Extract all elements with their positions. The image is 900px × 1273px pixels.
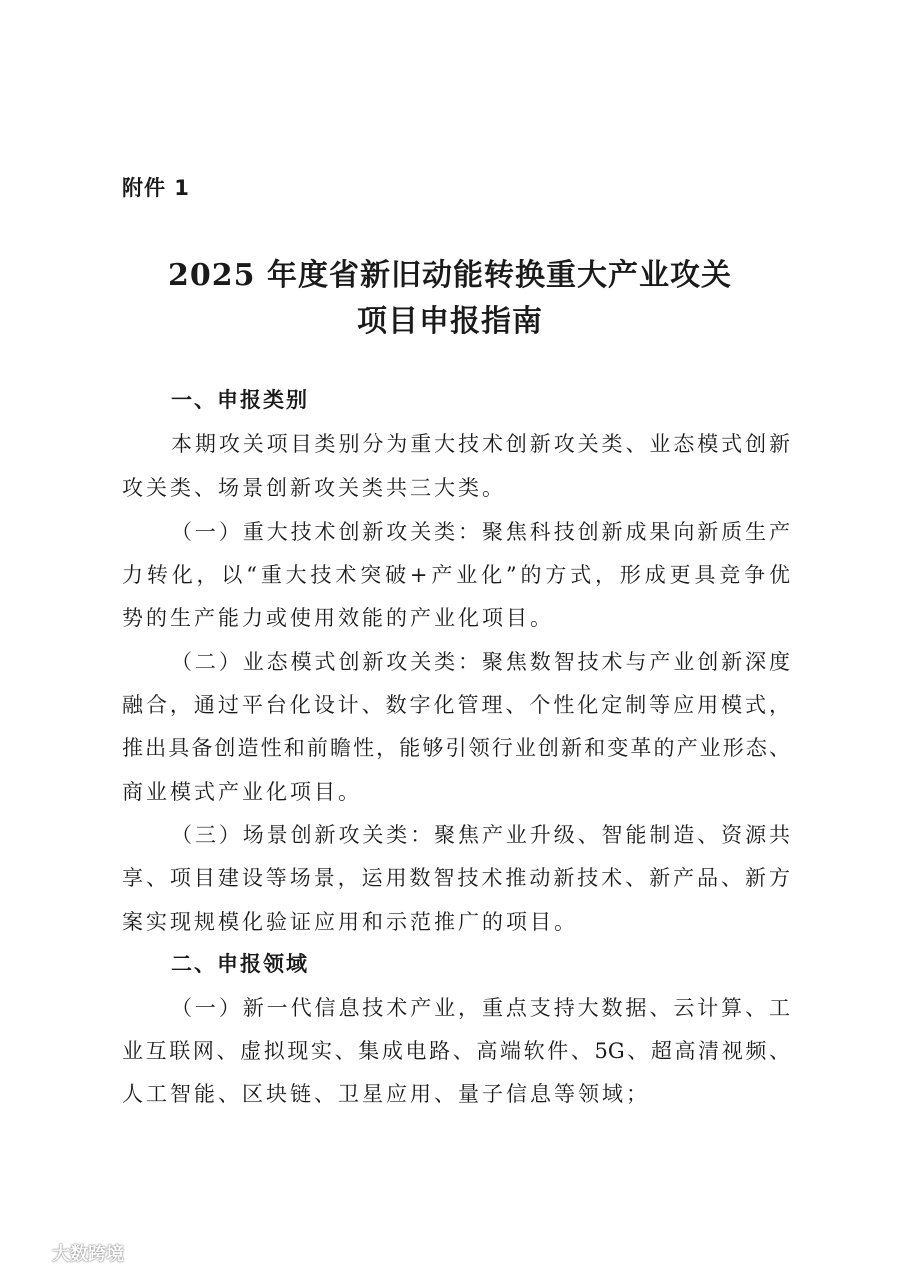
- paragraph-line: 业互联网、虚拟现实、集成电路、高端软件、5G、超高清视频、: [122, 1039, 790, 1063]
- paragraph-line: 案实现规模化验证应用和示范推广的项目。: [122, 910, 578, 934]
- paragraph-line: （一）重大技术创新攻关类：聚焦科技创新成果向新质生产: [171, 520, 790, 544]
- paragraph-line: （一）新一代信息技术产业，重点支持大数据、云计算、工: [171, 996, 790, 1020]
- paragraph-line: 本期攻关项目类别分为重大技术创新攻关类、业态模式创新: [171, 432, 790, 456]
- chat-bubble-logo-icon: [8, 1242, 46, 1264]
- paragraph-line: 攻关类、场景创新攻关类共三大类。: [122, 476, 506, 500]
- paragraph-line: 势的生产能力或使用效能的产业化项目。: [122, 606, 554, 630]
- watermark-text: 大数跨境: [52, 1244, 124, 1265]
- paragraph-line: 人工智能、区块链、卫星应用、量子信息等领域；: [122, 1082, 650, 1106]
- document-title-line-1: 2025 年度省新旧动能转换重大产业攻关: [168, 258, 732, 293]
- paragraph-line: 推出具备创造性和前瞻性，能够引领行业创新和变革的产业形态、: [122, 736, 790, 760]
- section-heading-fields: 二、申报领域: [171, 952, 309, 976]
- paragraph-line: 力转化，以“重大技术突破+产业化”的方式，形成更具竞争优: [122, 563, 790, 587]
- paragraph-line: 享、项目建设等场景，运用数智技术推动新技术、新产品、新方: [122, 866, 790, 890]
- section-heading-categories: 一、申报类别: [171, 388, 309, 412]
- paragraph-line: 商业模式产业化项目。: [122, 780, 362, 804]
- paragraph-line: （二）业态模式创新攻关类：聚焦数智技术与产业创新深度: [171, 650, 790, 674]
- document-title-line-2: 项目申报指南: [357, 304, 543, 339]
- watermark: [8, 1240, 124, 1266]
- paragraph-line: 融合，通过平台化设计、数字化管理、个性化定制等应用模式，: [122, 693, 790, 717]
- attachment-label: 附件 1: [122, 176, 190, 200]
- paragraph-line: （三）场景创新攻关类：聚焦产业升级、智能制造、资源共: [171, 823, 790, 847]
